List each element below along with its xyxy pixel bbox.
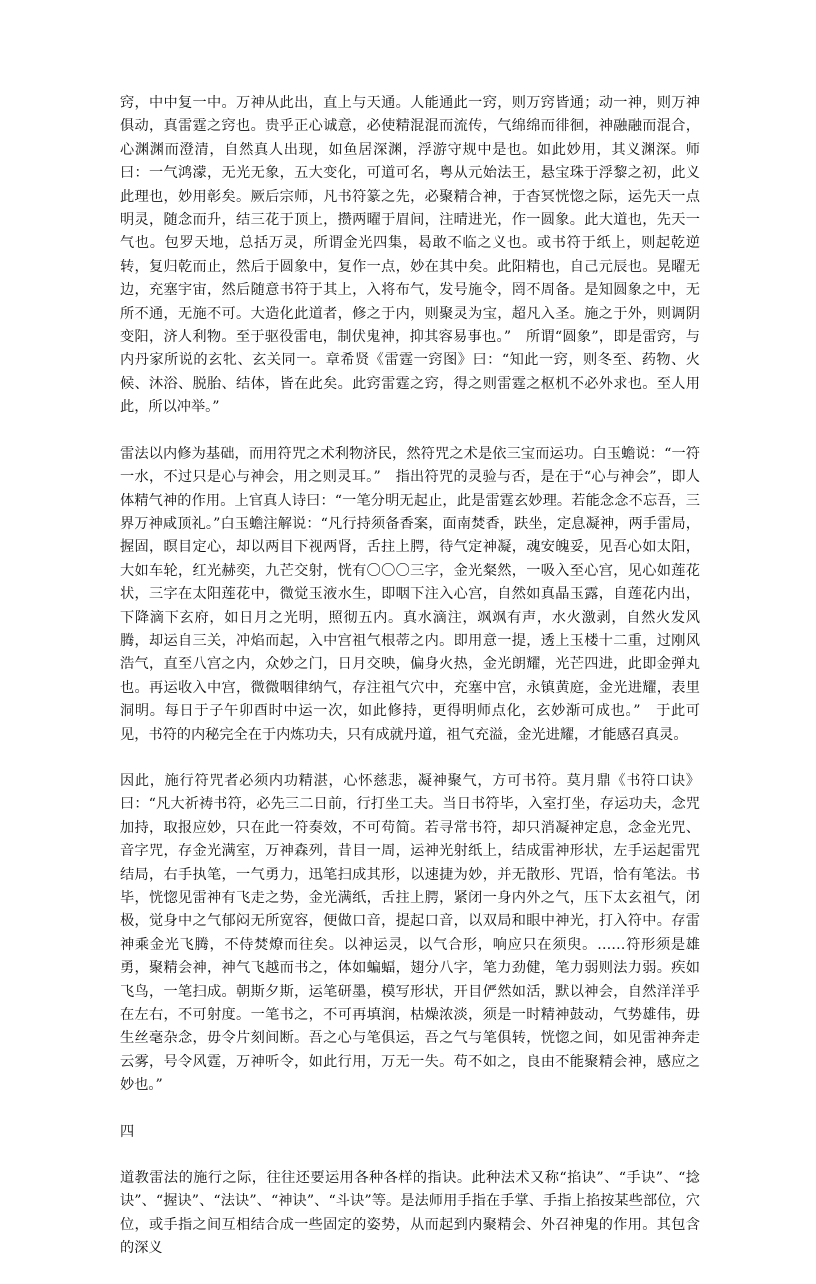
paragraph-3: 因此，施行符咒者必须内功精湛，心怀慈悲，凝神聚气，方可书符。莫月鼎《书符口诀》曰：“凡大祈祷书符，必先三二日前，行打坐工夫。当日书符毕，入室打坐，存运功夫，念咒加持，取报应妙，只在此一符奏效，不可苟简。若寻常书符，却只消凝神定息，念金光咒、音字咒，存金光满室，万神森列，昔目一周，运神光射纸上，结成雷神形状，左手运起雷咒结局，右手执笔，一气勇力，迅笔扫成其形，以速捷为妙，并无散形、咒语，恰有笔法。书毕，恍惚见雷神有飞走之势，金光满纸，舌拄上腭，紧闭一身内外之气，压下太玄祖气，闭极，觉身中之气郁闷无所宽容，便做口音，提起口音，以双局和眼中神光，打入符中。存雷神乘金光飞腾，不侍焚燎而往矣。以神运灵，以气合形，响应只在须臾。……符形须是雄勇，聚精会神，神气飞越而书之，体如蝙蝠，翅分八字，笔力劲健，笔力弱则法力弱。疾如飞鸟，一笔扫成。朝斯夕斯，运笔研墨，模写形状，开目俨然如活，默以神会，自然洋洋乎在左右，不可射度。一笔书之，不可再填润，枯燥浓淡，须是一时精神鼓动，气势雄伟，毋生丝毫杂念，毋令片刻间断。吾之心与笔俱运，吾之气与笔俱转，恍惚之间，如见雷神奔走云雾，号令风霆，万神听令，如此行用，万无一失。苟不如之，良由不能聚精会神，感应之妙也。” — [120, 772, 700, 1094]
paragraph-1: 窍，中中复一中。万神从此出，直上与天通。人能通此一窍，则万窍皆通；动一神，则万神俱动，真雷霆之窍也。贵乎正心诚意，必使精混混而流传，气绵绵而徘徊，神融融而混合，心渊渊而澄清，自然真人出现，如鱼居深渊，浮游守规中是也。如此妙用，其义渊深。师曰：一气鸿濛，无光无象，五大变化，可道可名，粤从元始法王，悬宝珠于浮黎之初，此义此理也，妙用彰矣。厥后宗师，凡书符篆之先，必聚精合神，于杳冥恍惚之际，运先天一点明灵，随念而升，结三花于顶上，攒两曜于眉间，注晴进光，作一圆象。此大道也，先天一气也。包罗天地，总括万灵，所谓金光四集，曷敢不临之义也。或书符于纸上，则起乾逆转，复归乾而止，然后于圆象中，复作一点，妙在其中矣。此阳精也，自己元辰也。晃曜无边，充塞宇宙，然后随意书符于其上，入将布气，发号施令，罔不周备。是知圆象之中，无所不通，无施不可。大造化此道者，修之于内，则聚灵为宝，超凡入圣。施之于外，则调阴变阳，济人利物。至于驱役雷电，制伏鬼神，抑其容易事也。” 所谓“圆象”，即是雷窍，与内丹家所说的玄牝、玄关同一。章希贤《雷霆一窍图》曰：“知此一窍，则冬至、药物、火候、沐浴、脱胎、结体，皆在此矣。此窍雷霆之窍，得之则雷霆之枢机不必外求也。至人用此，所以冲举。” — [120, 95, 700, 416]
paragraph-2: 雷法以内修为基础，而用符咒之术利物济民，然符咒之术是依三宝而运功。白玉蟾说：“一符一水，不过只是心与神会，用之则灵耳。” 指出符咒的灵验与否，是在于“心与神会”，即人体精气神的作用。上官真人诗曰：“一笔分明无起止，此是雷霆玄妙理。若能念念不忘吾，三界万神咸顶礼。”白玉蟾注解说：“凡行持须备香案，面南焚香，趺坐，定息凝神，两手雷局，握固，瞑目定心，却以两目下视两肾，舌拄上腭，待气定神凝，魂安魄妥，见吾心如太阳，大如车轮，红光赫奕，九芒交射，恍有〇〇〇三字，金光粲然，一吸入至心宫，见心如莲花状，三字在太阳莲花中，微觉玉液水生，即咽下注入心宫，自然如真晶玉露，自莲花内出，下降滴下玄府，如日月之光明，照彻五内。真水滴注，飒飒有声，水火激剥，自然火发风腾，却运自三关，冲焰而起，入中宫祖气根蒂之内。即用意一提，透上玉楼十二重，过刚风浩气，直至八宫之内，众妙之门，日月交映，偏身火热，金光朗耀，光芒四进，此即金弹丸也。再运收入中宫，微微咽律纳气，存注祖气穴中，充塞中宫，永镇黄庭，金光进耀，表里洞明。每日于子午卯酉时中运一次，如此修持，更得明师点化，玄妙渐可成也。” 于此可见，书符的内秘完全在于内炼功夫，只有成就丹道，祖气充溢，金光进耀，才能感召真灵。 — [120, 445, 700, 743]
section-heading: 四 — [120, 1123, 135, 1140]
paragraph-4: 道教雷法的施行之际，往往还要运用各种各样的指诀。此种法术又称“掐诀”、“手诀”、“捻诀”、“握诀”、“法诀”、“神诀”、“斗诀”等。是法师用手指在手掌、手指上掐按某些部位，穴位，或手指之间互相结合成一些固定的姿势，从而起到内聚精会、外召神鬼的作用。其包含的深义 — [120, 1170, 700, 1257]
document-body — [120, 92, 700, 1284]
